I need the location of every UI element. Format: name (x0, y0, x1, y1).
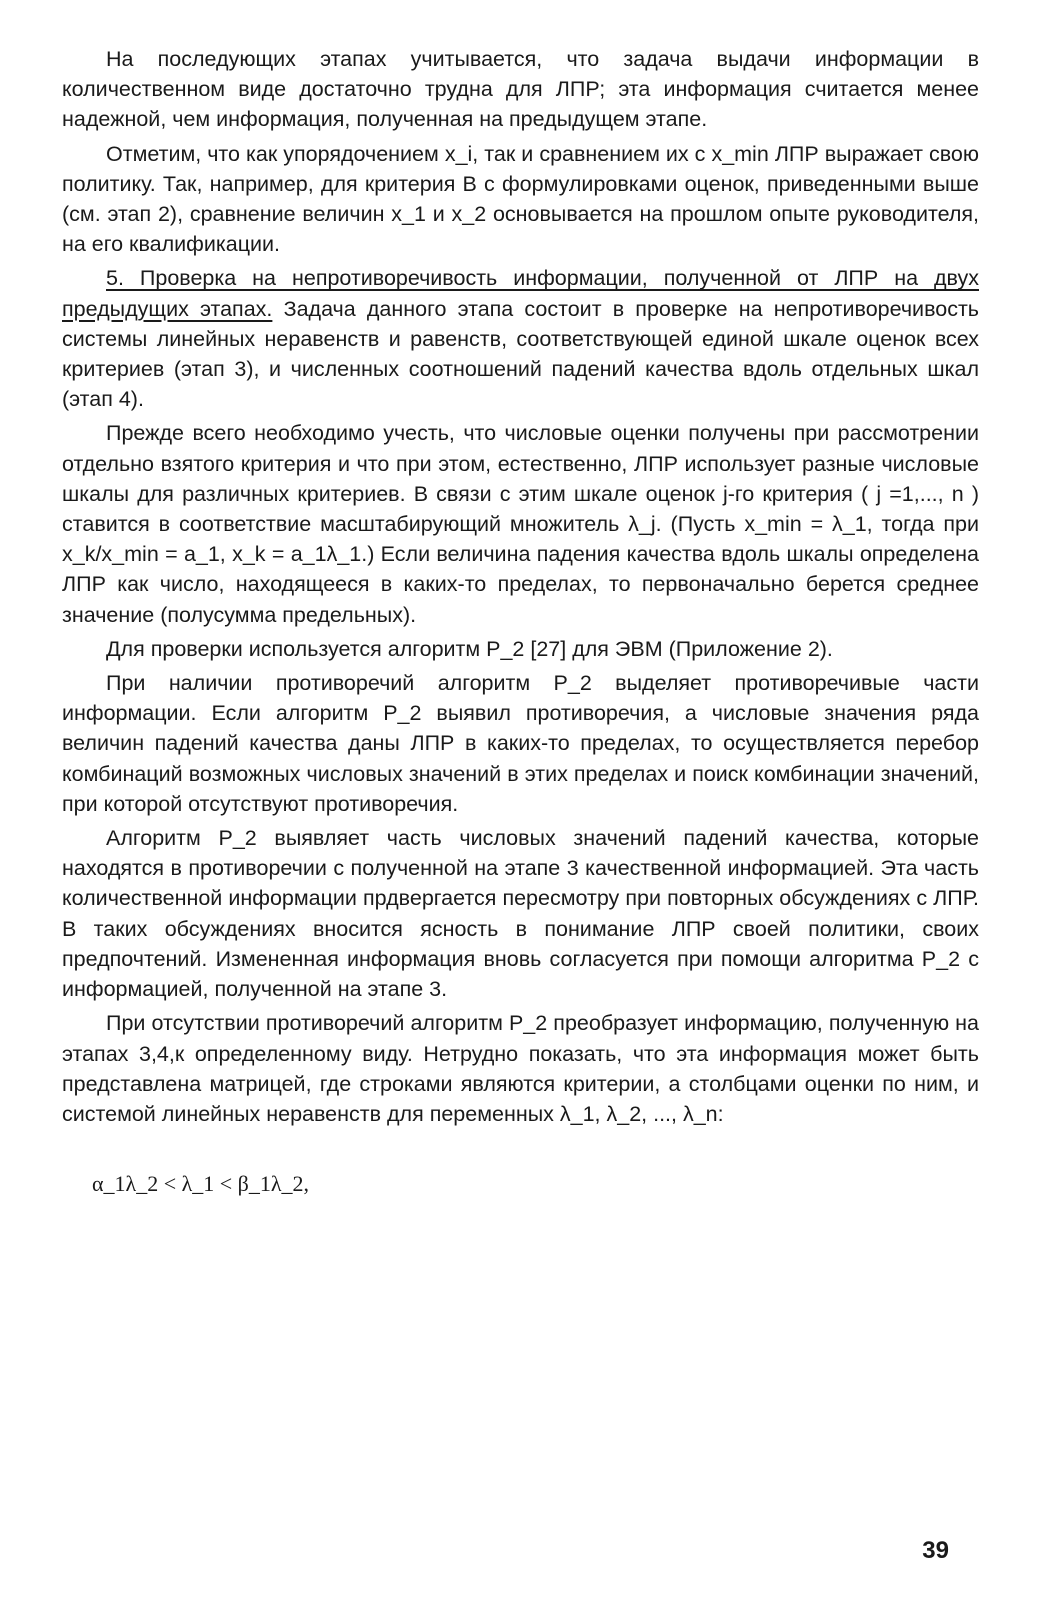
inequality-formula: α_1λ_2 < λ_1 < β_1λ_2, (92, 1171, 310, 1197)
paragraph-6: При наличии противоречий алгоритм P_2 выделяет противоречивые части информации. Если алгоритм P_2 выявил противоречия, а числовые значения ряда величин падений качества даны ЛПР в каких-то пределах, то осуществляется перебор комбинаций возможных числовых значений в этих пределах и поиск комбинации значений, при которой отсутствуют противоречия. (62, 671, 979, 816)
paragraph-2: Отметим, что как упорядочением x_i, так и сравнением их с x_min ЛПР выражает свою политику. Так, например, для критерия B с формулировками оценок, приведенными выше (см. этап 2), сравнение величин x_1 и x_2 основывается на прошлом опыте руководителя, на его квалификации. (62, 141, 979, 257)
section-heading: 5. Проверка на непротиворечивость информации, полученной от ЛПР на двух предыдущих этапах. (62, 266, 979, 321)
paragraph-1: На последующих этапах учитывается, что задача выдачи информации в количественном виде достаточно трудна для ЛПР; эта информация считается менее надежной, чем информация, полученная на предыдущем этапе. (62, 47, 979, 132)
paragraph-3 (62, 263, 979, 414)
page-number: 39 (922, 1536, 949, 1564)
paragraph-8: При отсутствии противоречий алгоритм P_2 преобразует информацию, полученную на этапах 3,4,к определенному виду. Нетрудно показать, что эта информация может быть представлена матрицей, где строками являются критерии, а столбцами оценки по ним, и системой линейных неравенств для переменных λ_1, λ_2, ..., λ_n: (62, 1011, 979, 1126)
section-body: Задача данного этапа состоит в проверке на непротиворечивость системы линейных неравенств и равенств, соответствующей единой шкале оценок всех критериев (этап 3), и численных соотношений падений качества вдоль отдельных шкал (этап 4). (62, 296, 980, 412)
paragraph-7: Алгоритм P_2 выявляет часть числовых значений падений качества, которые находятся в противоречии с полученной на этапе 3 качественной информацией. Эта часть количественной информации прдвергается пересмотру при повторных обсуждениях с ЛПР. В таких обсуждениях вносится ясность в понимание ЛПР своей политики, своих предпочтений. Измененная информация вновь согласуется при помощи алгоритма P_2 с информацией, полученной на этапе 3. (62, 826, 979, 1002)
paragraph-4: Прежде всего необходимо учесть, что числовые оценки получены при рассмотрении отдельно взятого критерия и что при этом, естественно, ЛПР использует разные числовые шкалы для различных критериев. В связи с этим шкале оценок j-го критерия ( j =1,..., n ) ставится в соответствие масштабирующий множитель λ_j. (Пусть x_min = λ_1, тогда при x_k/x_min = a_1, x_k = a_1λ_1.) Если величина падения качества вдоль шкалы определена ЛПР как число, находящееся в каких-то пределах, то первоначально берется среднее значение (полусумма предельных). (62, 421, 979, 627)
paragraph-5: Для проверки используется алгоритм P_2 [27] для ЭВМ (Приложение 2). (106, 636, 833, 661)
